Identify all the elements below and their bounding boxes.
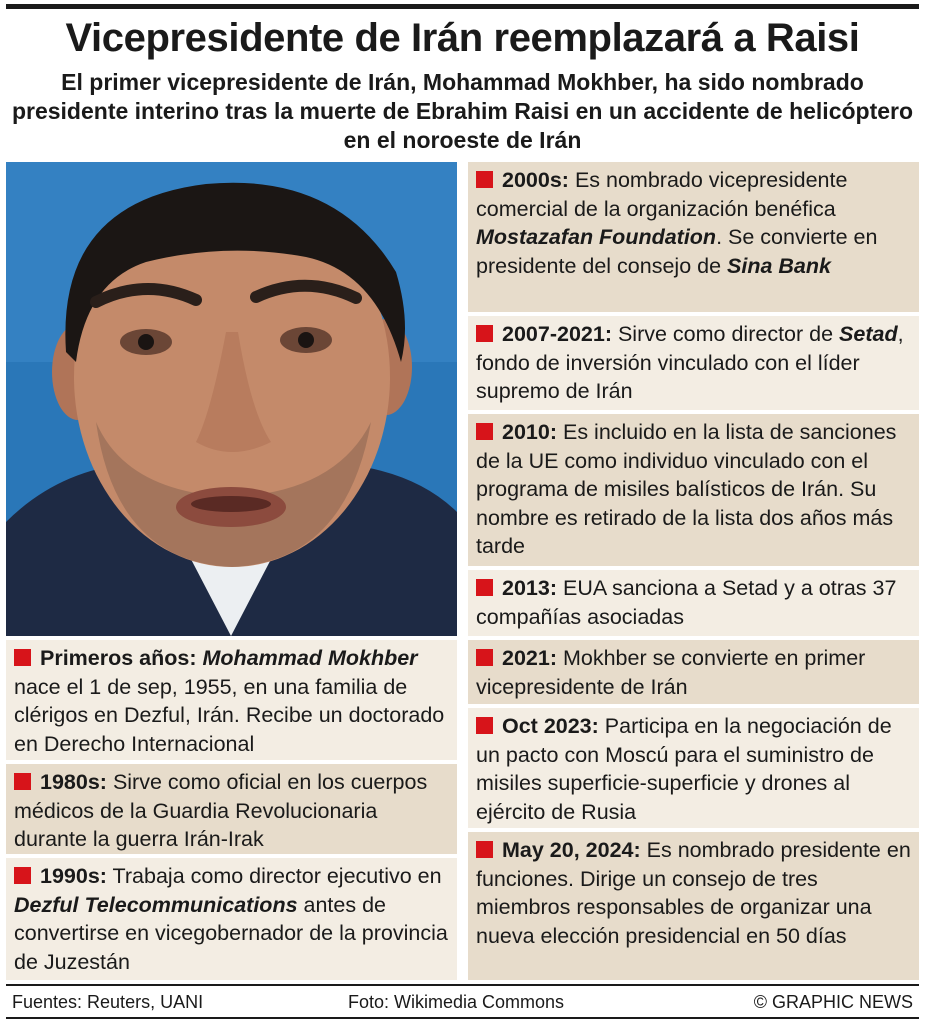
red-square-icon (476, 171, 493, 188)
timeline-2010: 2010: Es incluido en la lista de sanciones de la UE como individuo vinculado con el programa de misiles balísticos de Irán. Su nombre es retirado de la lista dos años más tarde (468, 414, 919, 566)
timeline-may-2024: May 20, 2024: Es nombrado presidente en funciones. Dirige un consejo de tres miembros responsables de organizar una nueva elección presidencial en 50 días (468, 832, 919, 980)
timeline-1990s: 1990s: Trabaja como director ejecutivo en Dezful Telecommunications antes de convertirse en vicegobernador de la provincia de Juzestán (6, 858, 457, 980)
portrait-photo (6, 162, 457, 636)
top-rule (6, 4, 919, 9)
red-square-icon (476, 423, 493, 440)
footer-photo-credit: Foto: Wikimedia Commons (348, 992, 565, 1012)
red-square-icon (14, 773, 31, 790)
red-square-icon (14, 649, 31, 666)
footer-sources: Fuentes: Reuters, UANI (12, 992, 204, 1012)
red-square-icon (476, 841, 493, 858)
footer-copyright: © GRAPHIC NEWS (753, 992, 913, 1012)
red-square-icon (476, 649, 493, 666)
red-square-icon (14, 867, 31, 884)
timeline-oct-2023: Oct 2023: Participa en la negociación de un pacto con Moscú para el suministro de misiles superficie-superficie y drones al ejército de Rusia (468, 708, 919, 828)
timeline-2021: 2021: Mokhber se convierte en primer vicepresidente de Irán (468, 640, 919, 704)
timeline-2007-2021: 2007-2021: Sirve como director de Setad, fondo de inversión vinculado con el líder supremo de Irán (468, 316, 919, 410)
timeline-1980s: 1980s: Sirve como oficial en los cuerpos médicos de la Guardia Revolucionaria durante la guerra Irán-Irak (6, 764, 457, 854)
portrait-illustration (6, 162, 457, 636)
page-subtitle: El primer vicepresidente de Irán, Mohammad Mokhber, ha sido nombrado presidente interino tras la muerte de Ebrahim Raisi en un accidente de helicóptero en el noroeste de Irán (11, 69, 914, 153)
timeline-2000s: 2000s: Es nombrado vicepresidente comercial de la organización benéfica Mostazafan Foundation. Se convierte en presidente del consejo de Sina Bank (468, 162, 919, 312)
red-square-icon (476, 579, 493, 596)
bottom-rule (6, 1017, 919, 1019)
timeline-primeros-anos: Primeros años: Mohammad Mokhber nace el 1 de sep, 1955, en una familia de clérigos en Dezful, Irán. Recibe un doctorado en Derecho Internacional (6, 640, 457, 760)
timeline-2013: 2013: EUA sanciona a Setad y a otras 37 compañías asociadas (468, 570, 919, 636)
red-square-icon (476, 717, 493, 734)
page-title: Vicepresidente de Irán reemplazará a Raisi (65, 16, 860, 60)
footer-rule (6, 984, 919, 986)
red-square-icon (476, 325, 493, 342)
